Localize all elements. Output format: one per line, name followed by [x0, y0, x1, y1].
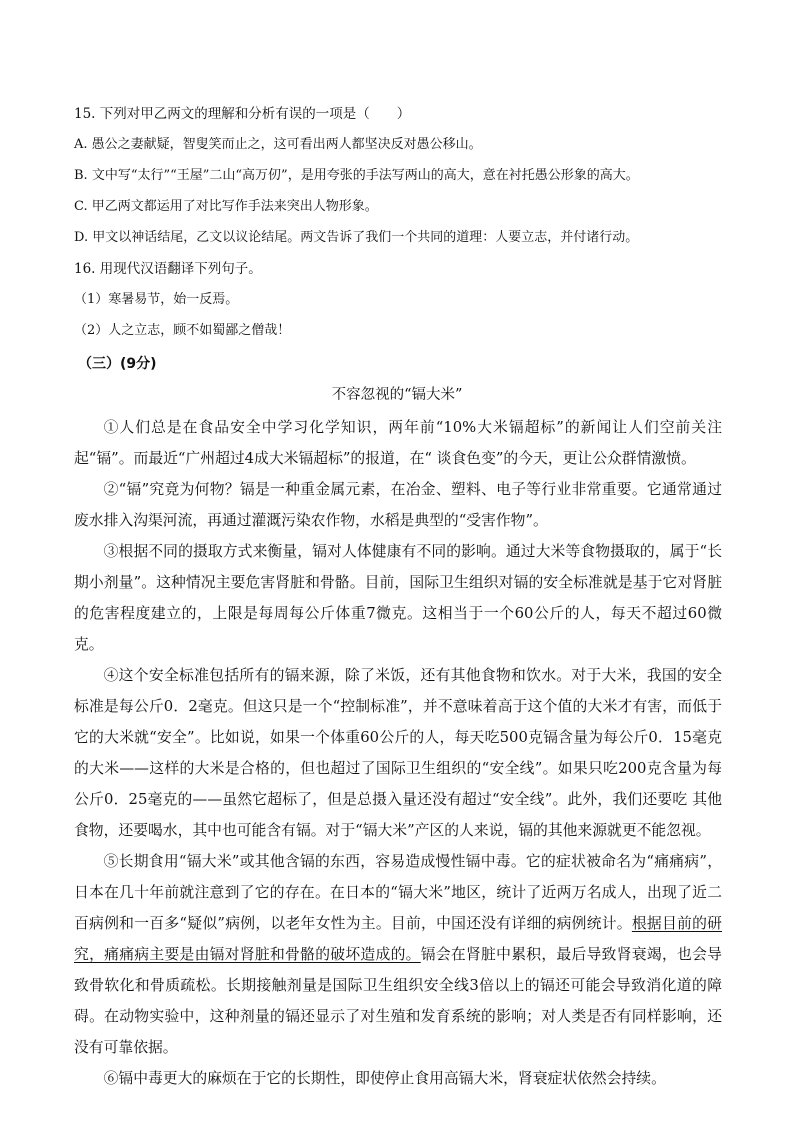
question-16-item-1: （1）寒暑易节，始一反焉。: [74, 292, 239, 307]
question-15-option-a: A. 愚公之妻献疑，智叟笑而止之，这可看出两人都坚决反对愚公移山。: [74, 137, 482, 152]
section-heading: （三）(9分): [78, 356, 157, 372]
paragraph-6: ⑥镉中毒更大的麻烦在于它的长期性，即使停止食用高镉大米，肾衰症状依然会持续。: [103, 1070, 666, 1087]
paragraph-5: [74, 846, 722, 1063]
paragraph-1: ①人们总是在食品安全中学习化学知识，两年前“10%大米镉超标”的新闻让人们空前关注起“镉”。而最近“广州超过4成大米镉超标”的报道，在“ 谈食色变”的今天，更让公众群情激愤。: [74, 419, 722, 467]
question-15-option-d: D. 甲文以神话结尾，乙文以议论结尾。两文告诉了我们一个共同的道理：人要立志，并付诸行动。: [74, 230, 639, 245]
paragraph-2: ②“镉”究竟为何物？镉是一种重金属元素，在冶金、塑料、电子等行业非常重要。它通常通过废水排入沟渠河流，再通过灌溉污染农作物，水稻是典型的“受害作物”。: [74, 481, 722, 529]
question-15-stem: 15. 下列对甲乙两文的理解和分析有误的一项是（ ）: [74, 106, 411, 122]
question-15-option-b: B. 文中写“太行”“王屋”二山“高万仞”，是用夸张的手法写两山的高大，意在衬托愚公形象的高大。: [74, 168, 639, 183]
question-16-stem: 16. 用现代汉语翻译下列句子。: [74, 261, 262, 277]
paragraph-4: ④这个安全标准包括所有的镉来源，除了米饭，还有其他食物和饮水。对于大米，我国的安全标准是每公斤0．2毫克。但这只是一个“控制标准”，并不意味着高于这个值的大米才有害，而低于它的大米就“安全”。比如说，如果一个体重60公斤的人，每天吃500克镉含量为每公斤0．15毫克的大米——这样的大米是合格的，但也超过了国际卫生组织的“安全线”。如果只吃200克含量为每公斤0．25毫克的——虽然它超标了，但是总摄入量还没有超过“安全线”。此外，我们还要吃 其他食物，还要喝水，其中也可能含有镉。对于“镉大米”产区的人来说，镉的其他来源就更不能忽视。: [74, 667, 722, 839]
article-body: [74, 412, 722, 1094]
underlined-sentence: 根据目前的研究，痛痛病主要是由镉对肾脏和骨骼的破坏造成的。: [74, 915, 722, 963]
question-15-option-c: C. 甲乙两文都运用了对比写作手法来突出人物形象。: [74, 199, 378, 214]
article-title: 不容忽视的“镉大米”: [331, 387, 463, 403]
paragraph-5-text: ⑤长期食用“镉大米”或其他含镉的东西，容易造成慢性镉中毒。它的症状被命名为“痛痛病”，日本在几十年前就注意到了它的存在。在日本的“镉大米”地区，统计了近两万名成人，出现了近二百病例和一百多“疑似”病例，以老年女性为主。目前，中国还没有详细的病例统计。: [74, 853, 722, 932]
paragraph-3: ③根据不同的摄取方式来衡量，镉对人体健康有不同的影响。通过大米等食物摄取的，属于“长期小剂量”。这种情况主要危害肾脏和骨骼。目前，国际卫生组织对镉的安全标准就是基于它对肾脏的危害程度建立的，上限是每周每公斤体重7微克。这相当于一个60公斤的人，每天不超过60微克。: [74, 543, 722, 653]
question-16-item-2: （2）人之立志，顾不如蜀鄙之僧哉！: [74, 323, 291, 338]
paragraph-5-continued: 镉会在肾脏中累积，最后导致肾衰竭，也会导致骨软化和骨质疏松。长期接触剂量是国际卫生组织安全线3倍以上的镉还可能会导致消化道的障碍。在动物实验中，这种剂量的镉还显示了对生殖和发育系统的影响；对人类是否有同样影响，还没有可靠依据。: [74, 946, 722, 1056]
